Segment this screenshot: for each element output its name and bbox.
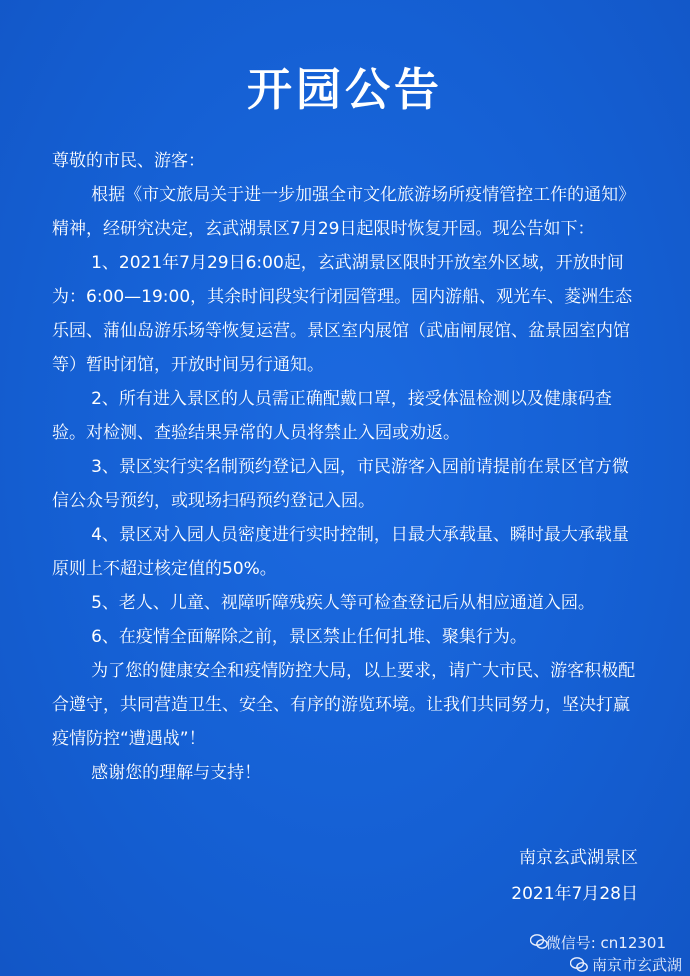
paragraph-item-5: 5、老人、儿童、视障听障残疾人等可检查登记后从相应通道入园。 <box>91 593 595 613</box>
signature: 南京玄武湖景区 <box>519 848 638 868</box>
paragraph-closing: 为了您的健康安全和疫情防控大局，以上要求，请广大市民、游客积极配合遵守，共同营造卫生、安全、有序的游览环境。让我们共同努力，坚决打赢疫情防控“遭遇战”！ <box>52 661 636 749</box>
notice-title: 开园公告 <box>246 63 443 116</box>
notice-body <box>52 144 644 790</box>
paragraph-item-6: 6、在疫情全面解除之前，景区禁止任何扎堆、聚集行为。 <box>91 627 527 647</box>
wechat-channel-icon <box>570 957 588 973</box>
paragraph-thanks: 感谢您的理解与支持！ <box>91 763 262 783</box>
watermark-account: 微信号: cn12301 <box>545 934 666 952</box>
watermark-channel: 南京市玄武湖 <box>591 956 682 974</box>
paragraph-intro: 根据《市文旅局关于进一步加强全市文化旅游场所疫情管控工作的通知》精神，经研究决定，玄武湖景区7月29日起限时恢复开园。现公告如下： <box>52 185 636 239</box>
paragraph-item-3: 3、景区实行实名制预约登记入园，市民游客入园前请提前在景区官方微信公众号预约，或现场扫码预约登记入园。 <box>52 457 629 511</box>
signature-block <box>338 840 638 912</box>
paragraph-item-1: 1、2021年7月29日6:00起，玄武湖景区限时开放室外区域，开放时间为：6:00—19:00，其余时间段实行闭园管理。园内游船、观光车、菱洲生态乐园、蒲仙岛游乐场等恢复运营。景区室内展馆（武庙闸展馆、盆景园室内馆等）暂时闭馆，开放时间另行通知。 <box>52 253 633 375</box>
greeting: 尊敬的市民、游客： <box>52 151 205 171</box>
paragraph-item-2: 2、所有进入景区的人员需正确配戴口罩，接受体温检测以及健康码查验。对检测、查验结果异常的人员将禁止入园或劝返。 <box>52 389 612 443</box>
notice-date: 2021年7月28日 <box>511 884 638 904</box>
paragraph-item-4: 4、景区对入园人员密度进行实时控制，日最大承载量、瞬时最大承载量原则上不超过核定值的50%。 <box>52 525 629 579</box>
